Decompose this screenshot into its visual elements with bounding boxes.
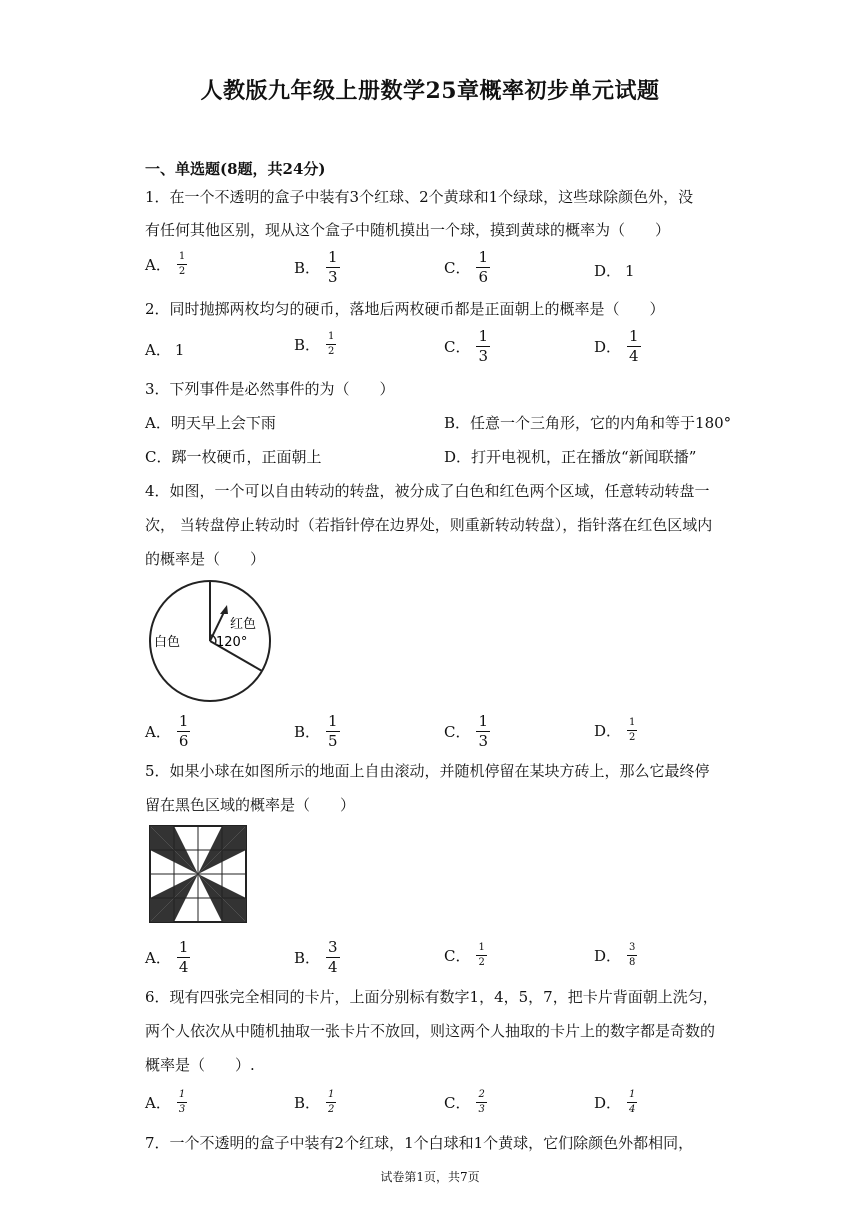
label-white: 白色 bbox=[154, 635, 181, 650]
option-label: C． bbox=[444, 338, 471, 356]
q3-option-d[interactable]: D．打开电视机，正在播放“新闻联播” bbox=[444, 448, 697, 466]
q4-option-c[interactable] bbox=[444, 714, 490, 749]
question-6-text-cont: 两个人依次从中随机抽取一张卡片不放回，则这两个人抽取的卡片上的数字都是奇数的 bbox=[145, 1022, 716, 1040]
fraction: $\frac{1}{2}$ bbox=[629, 717, 636, 743]
question-5-text: 5．如果小球在如图所示的地面上自由滚动，并随机停留在某块方砖上，那么它最终停 bbox=[145, 762, 710, 780]
q3-option-c[interactable]: C．踯一枚硬币，正面朝上 bbox=[145, 448, 322, 466]
option-label: B． bbox=[294, 949, 321, 967]
q2-option-b[interactable] bbox=[294, 332, 336, 357]
q6-option-d[interactable] bbox=[594, 1090, 637, 1115]
option-label: C． bbox=[444, 259, 471, 277]
option-label: B． bbox=[294, 1094, 321, 1112]
option-value: 1 bbox=[625, 261, 635, 280]
q5-option-a[interactable] bbox=[145, 940, 190, 975]
q6-option-a[interactable] bbox=[145, 1090, 187, 1115]
q5-option-c[interactable] bbox=[444, 943, 487, 968]
fraction: $\frac{1}{3}$ bbox=[478, 712, 489, 750]
option-label: A． bbox=[145, 949, 171, 967]
question-4-text-cont2: 的概率是（ ） bbox=[145, 550, 266, 568]
question-5-text-cont: 留在黑色区域的概率是（ ） bbox=[145, 796, 356, 814]
question-1-text: 1．在一个不透明的盒子中装有3个红球、2个黄球和1个绿球，这些球除颜色外，没 bbox=[145, 188, 694, 206]
option-label: A． bbox=[145, 723, 171, 741]
fraction: $\frac{1}{2}$ bbox=[328, 1089, 335, 1115]
option-label: D． bbox=[594, 722, 622, 740]
page-title: 人教版九年级上册数学25章概率初步单元试题 bbox=[200, 78, 660, 104]
option-label: A． bbox=[145, 341, 171, 359]
question-1-text-cont: 有任何其他区别，现从这个盒子中随机摸出一个球，摸到黄球的概率为（ ） bbox=[145, 221, 671, 239]
question-4-text-cont: 次， 当转盘停止转动时（若指针停在边界处，则重新转动转盘），指针落在红色区域内 bbox=[145, 516, 713, 534]
option-label: C． bbox=[444, 723, 471, 741]
fraction: $\frac{1}{2}$ bbox=[178, 251, 186, 277]
q2-option-c[interactable] bbox=[444, 329, 490, 364]
question-7-text: 7．一个不透明的盒子中装有2个红球，1个白球和1个黄球，它们除颜色外都相同， bbox=[145, 1134, 694, 1152]
option-label: B． bbox=[294, 723, 321, 741]
fraction: $\frac{3}{4}$ bbox=[328, 938, 338, 976]
q1-option-c[interactable] bbox=[444, 250, 490, 285]
option-label: C． bbox=[444, 1094, 471, 1112]
option-value: 1 bbox=[174, 340, 185, 359]
question-4-text: 4．如图，一个可以自由转动的转盘，被分成了白色和红色两个区域，任意转动转盘一 bbox=[145, 482, 710, 500]
option-label: A． bbox=[145, 256, 171, 274]
q1-option-b[interactable] bbox=[294, 250, 340, 285]
fraction: $\frac{1}{2}$ bbox=[328, 331, 335, 357]
fraction: $\frac{1}{3}$ bbox=[478, 327, 489, 365]
fraction: $\frac{1}{4}$ bbox=[629, 1089, 636, 1115]
option-label: D． bbox=[594, 262, 622, 280]
q3-option-b[interactable]: B．任意一个三角形，它的内角和等于180° bbox=[444, 414, 732, 432]
label-angle: 120° bbox=[216, 635, 248, 650]
fraction: $\frac{1}{3}$ bbox=[178, 1089, 186, 1115]
q5-option-b[interactable] bbox=[294, 940, 340, 975]
option-label: D． bbox=[594, 947, 622, 965]
label-red: 红色 bbox=[230, 617, 257, 632]
page-footer: 试卷第1页，共7页 bbox=[380, 1170, 480, 1184]
fraction: $\frac{1}{6}$ bbox=[178, 712, 189, 750]
fraction: $\frac{2}{3}$ bbox=[478, 1089, 485, 1115]
fraction: $\frac{1}{2}$ bbox=[478, 942, 485, 968]
fraction: $\frac{1}{3}$ bbox=[328, 248, 338, 286]
section-heading: 一、单选题(8题，共24分) bbox=[145, 160, 326, 178]
option-label: D． bbox=[594, 338, 622, 356]
option-label: B． bbox=[294, 336, 321, 354]
fraction: $\frac{1}{4}$ bbox=[178, 938, 189, 976]
q4-option-d[interactable] bbox=[594, 718, 637, 743]
spinner-figure bbox=[145, 576, 275, 706]
q6-option-c[interactable] bbox=[444, 1090, 487, 1115]
fraction: $\frac{3}{8}$ bbox=[629, 942, 636, 968]
q1-option-d[interactable] bbox=[594, 260, 635, 281]
tile-grid-figure bbox=[149, 825, 247, 923]
option-label: C． bbox=[444, 947, 471, 965]
option-label: A． bbox=[145, 1094, 171, 1112]
fraction: $\frac{1}{4}$ bbox=[629, 327, 639, 365]
q5-option-d[interactable] bbox=[594, 943, 637, 968]
question-6-text: 6．现有四张完全相同的卡片，上面分别标有数字1，4，5，7，把卡片背面朝上洗匀， bbox=[145, 988, 718, 1006]
q4-option-a[interactable] bbox=[145, 714, 190, 749]
question-6-text-cont2: 概率是（ ）. bbox=[145, 1056, 255, 1074]
q2-option-d[interactable] bbox=[594, 329, 641, 364]
q4-option-b[interactable] bbox=[294, 714, 340, 749]
q2-option-a[interactable] bbox=[145, 339, 184, 360]
question-3-text: 3．下列事件是必然事件的为（ ） bbox=[145, 380, 395, 398]
q6-option-b[interactable] bbox=[294, 1090, 336, 1115]
option-label: B． bbox=[294, 259, 321, 277]
q1-option-a[interactable] bbox=[145, 252, 187, 277]
question-2-text: 2．同时抛掷两枚均匀的硬币，落地后两枚硬币都是正面朝上的概率是（ ） bbox=[145, 300, 665, 318]
q3-option-a[interactable]: A．明天早上会下雨 bbox=[145, 414, 276, 432]
fraction: $\frac{1}{5}$ bbox=[328, 712, 338, 750]
fraction: $\frac{1}{6}$ bbox=[478, 248, 489, 286]
option-label: D． bbox=[594, 1094, 622, 1112]
